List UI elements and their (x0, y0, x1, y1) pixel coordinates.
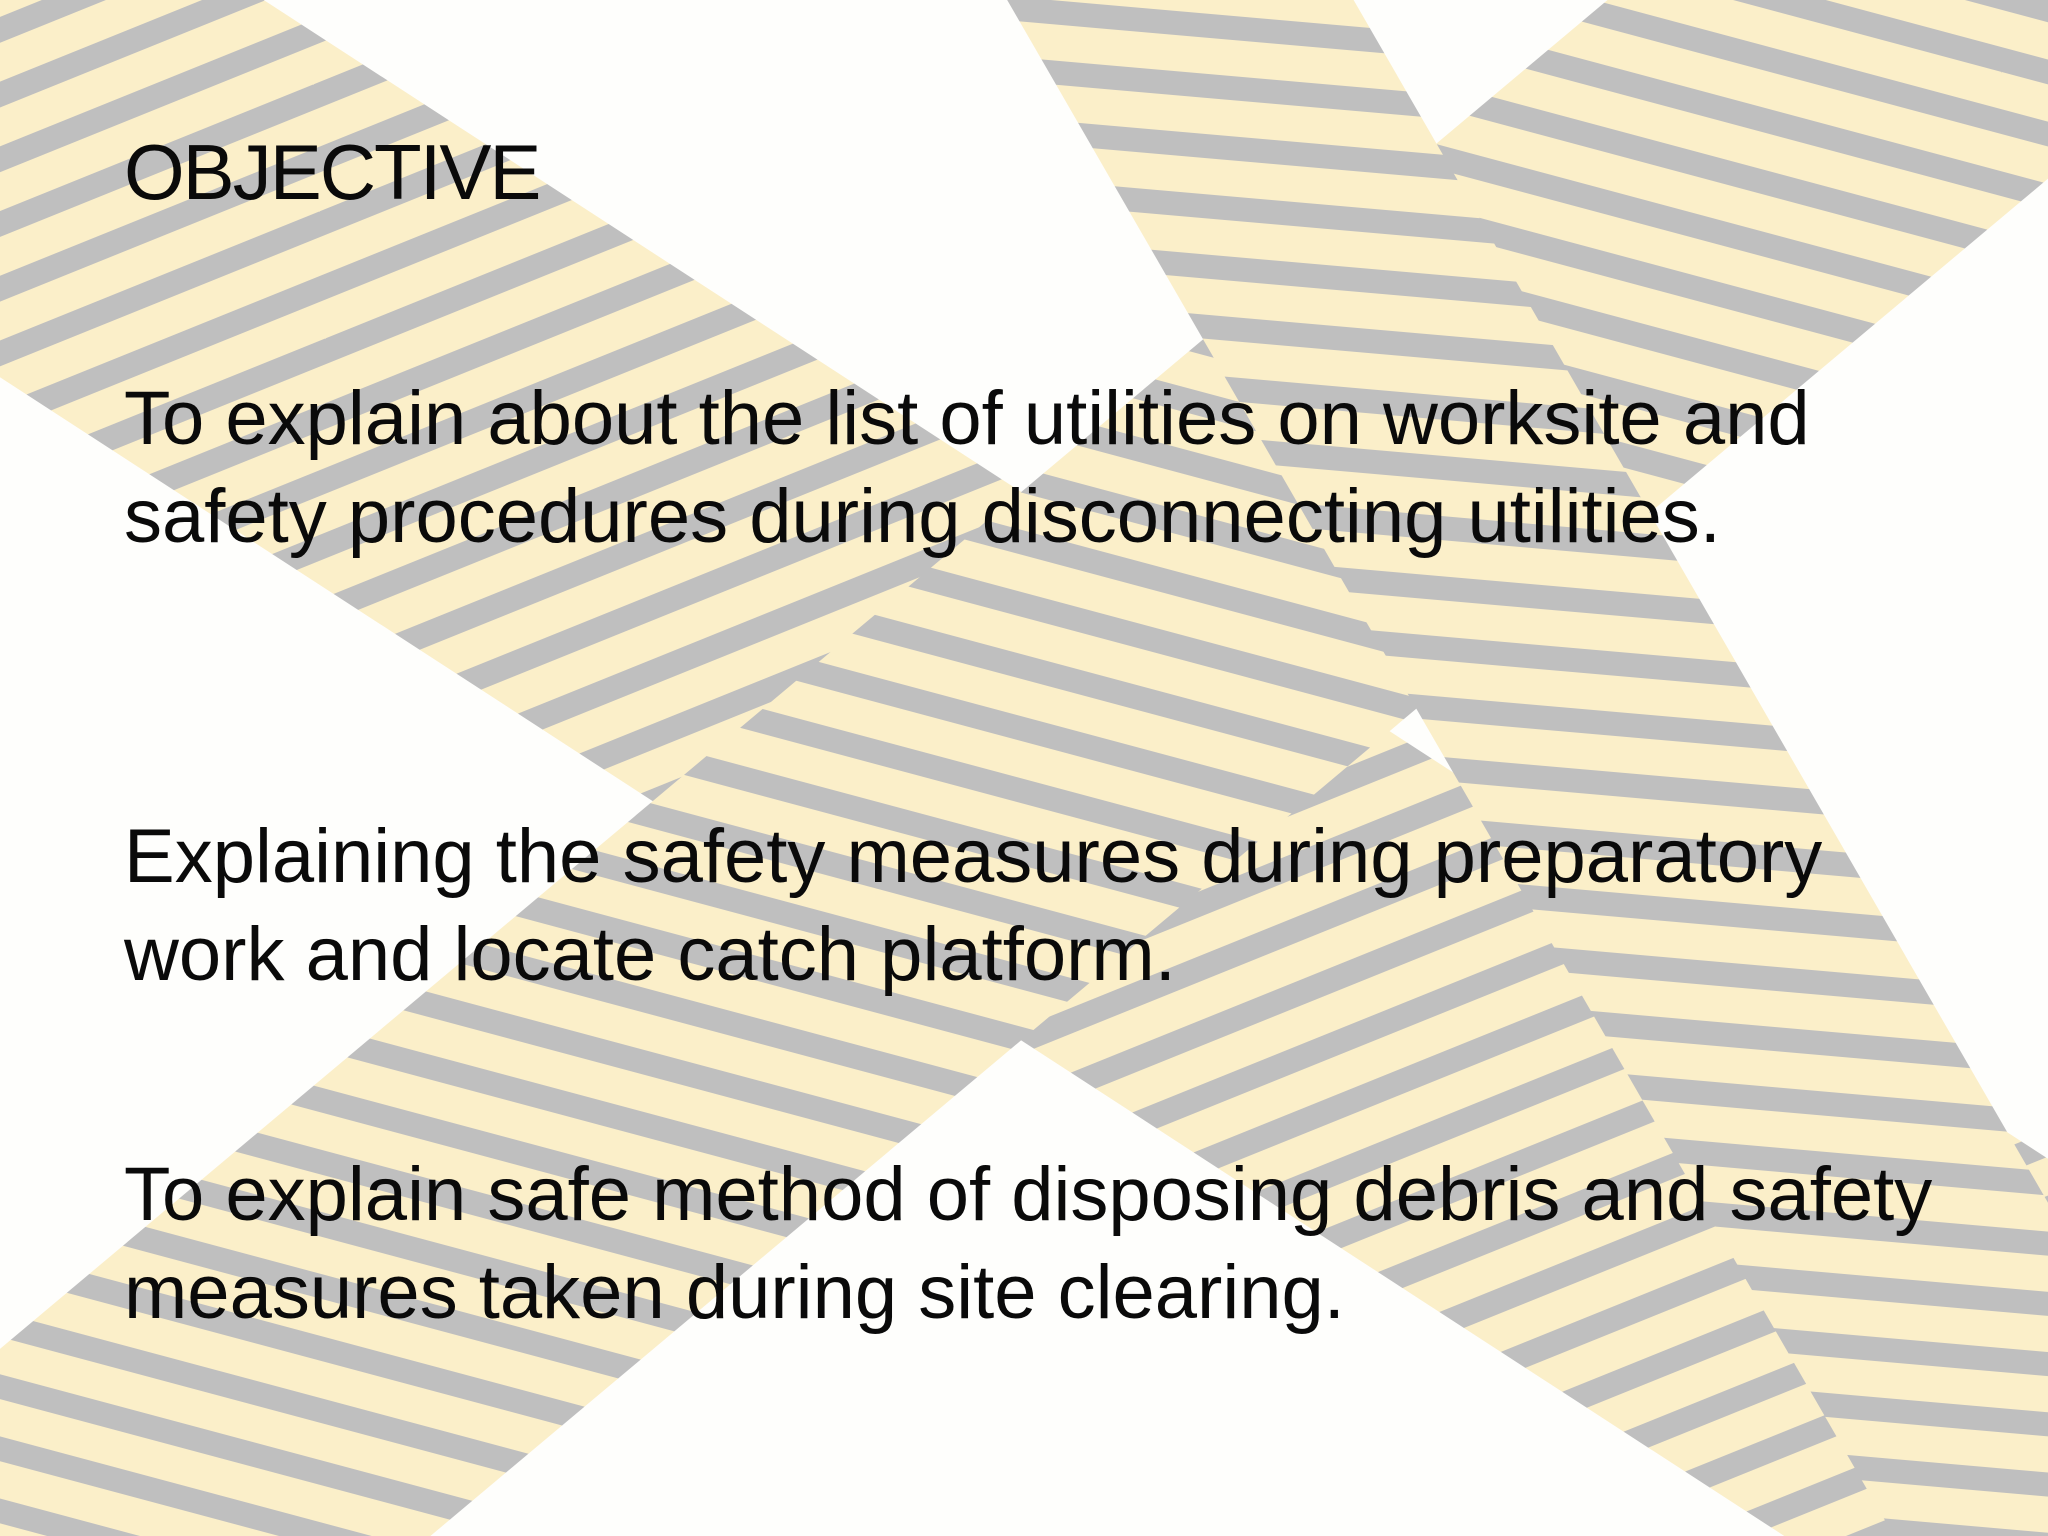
slide-title: OBJECTIVE (124, 128, 540, 216)
objective-item-3: To explain safe method of disposing debris and safety measures taken during site clearing. (124, 1152, 1933, 1335)
objective-item-1: To explain about the list of utilities on worksite and safety procedures during disconnecting utilities. (124, 376, 1810, 559)
objective-item-2: Explaining the safety measures during preparatory work and locate catch platform. (124, 814, 1823, 997)
